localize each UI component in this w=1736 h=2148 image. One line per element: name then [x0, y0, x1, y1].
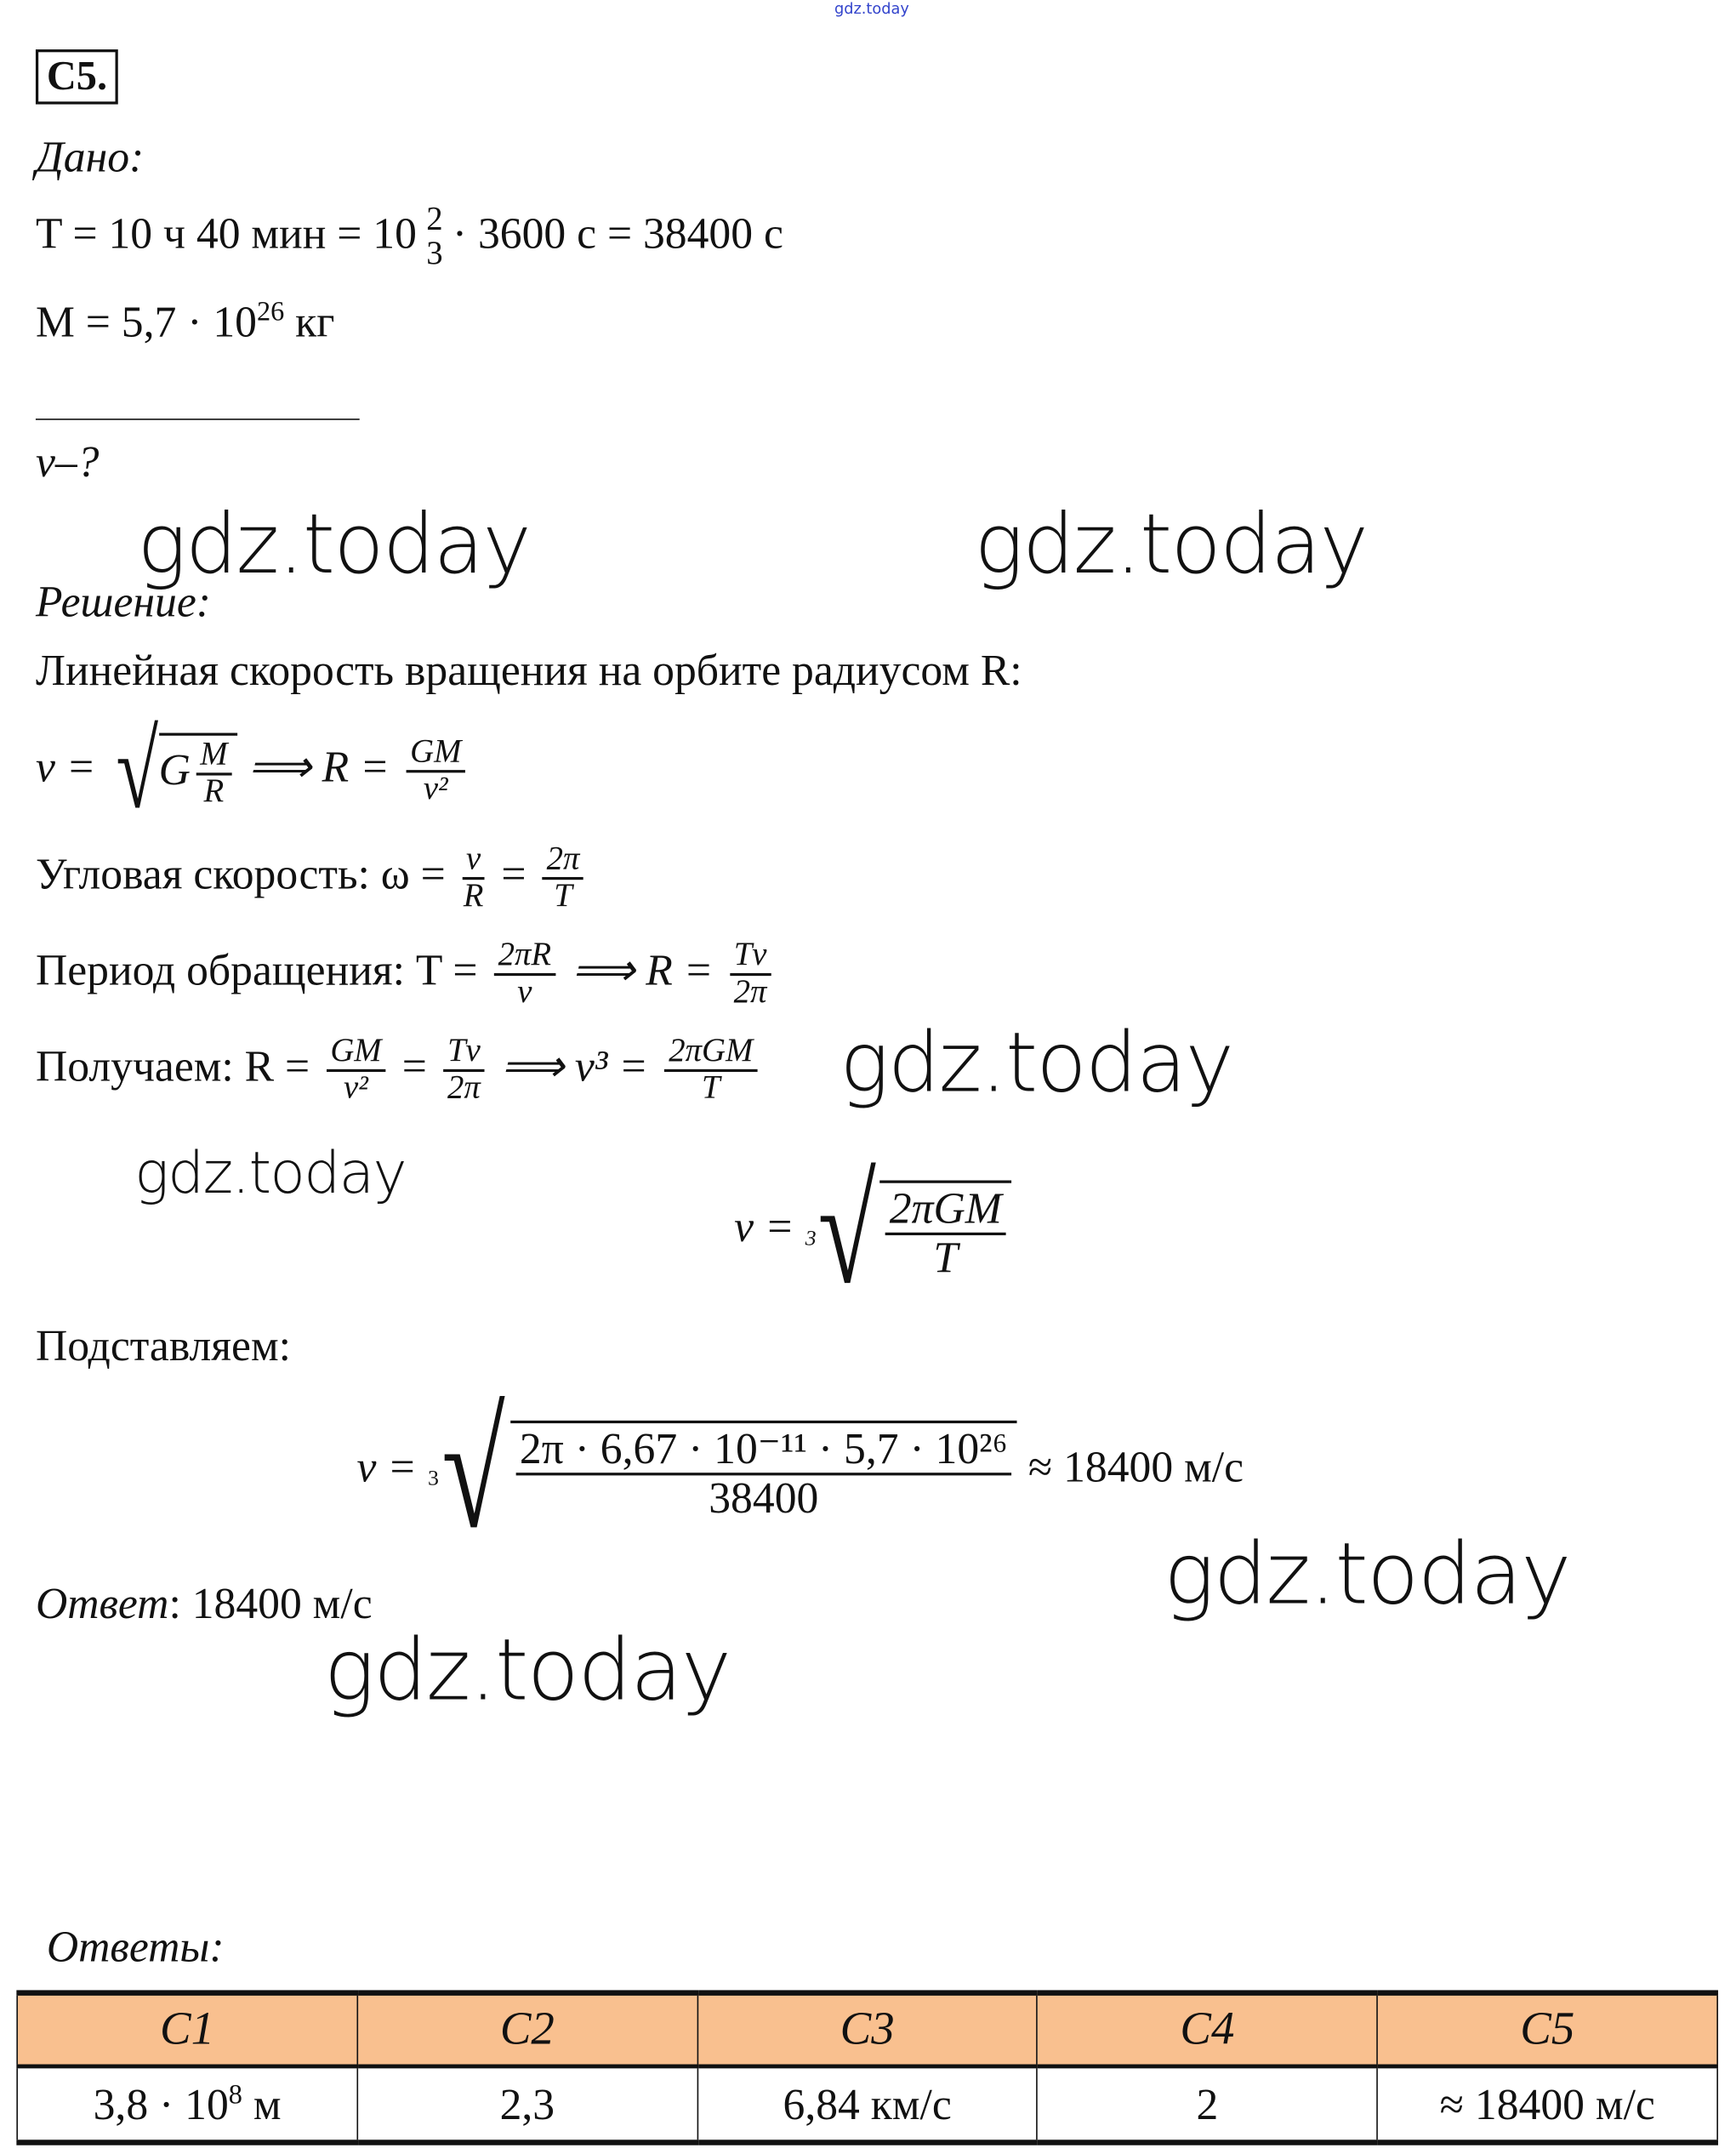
- watermark: gdz.today: [840, 1015, 1233, 1112]
- table-cell: 6,84 км/с: [697, 2066, 1038, 2143]
- numerator: 2: [426, 202, 443, 238]
- divider: [36, 419, 360, 420]
- lhs: v =: [734, 1201, 794, 1251]
- watermark: gdz.today: [137, 497, 531, 593]
- given-period: [36, 203, 783, 272]
- table-cell: 2: [1038, 2066, 1378, 2143]
- exponent: 8: [228, 2079, 242, 2110]
- implies: ⟹ R =: [572, 944, 714, 994]
- denominator: T: [554, 878, 572, 914]
- denominator: v: [517, 974, 532, 1011]
- numerator: 2π: [543, 843, 583, 880]
- equals: =: [501, 848, 526, 899]
- table-cell: [17, 2066, 357, 2143]
- numerator: Tv: [730, 939, 771, 977]
- answer-label: Ответ: [35, 1578, 169, 1628]
- denominator: v²: [344, 1070, 368, 1107]
- formula-4: [36, 1035, 763, 1108]
- table-header: C2: [357, 1993, 697, 2066]
- given-mass: [36, 296, 334, 347]
- watermark: gdz.today: [974, 497, 1368, 593]
- solution-title: Решение:: [35, 576, 211, 626]
- formula-1: [35, 710, 471, 832]
- denominator: R: [463, 878, 484, 914]
- given-period-text-2: · 3600 с = 38400 с: [452, 208, 783, 258]
- g: G: [158, 744, 191, 795]
- watermark: gdz.today: [1164, 1523, 1570, 1624]
- root-index: 3: [805, 1227, 817, 1251]
- denominator: R: [203, 773, 225, 810]
- table-cell: ≈ 18400 м/с: [1377, 2066, 1717, 2143]
- formula-5: v = 3 √ $\frac{\text{2πGM}}{T}$: [734, 1155, 1011, 1306]
- numerator: v: [462, 843, 485, 880]
- numerator: 2πGM: [664, 1035, 757, 1073]
- denominator: 2π: [447, 1070, 481, 1107]
- root-index: 3: [428, 1467, 439, 1491]
- table-header: C5: [1377, 1993, 1717, 2066]
- answer-value: : 18400 м/с: [168, 1578, 373, 1628]
- fraction: [422, 203, 447, 272]
- text: Угловая скорость: ω =: [35, 848, 446, 899]
- lhs: v =: [356, 1441, 418, 1491]
- table-cell: 2,3: [357, 2066, 697, 2143]
- numerator: GM: [326, 1035, 385, 1073]
- denominator: 38400: [709, 1473, 819, 1523]
- numerator: 2π · 6,67 · 10⁻¹¹ · 5,7 · 10²⁶: [515, 1427, 1011, 1475]
- header-watermark: gdz.today: [834, 0, 909, 18]
- table-header: C4: [1038, 1993, 1378, 2066]
- sqrt: √ G $\frac{M}{R}$: [107, 716, 237, 826]
- table-row: [17, 2066, 1717, 2143]
- cell-text: 3,8 · 10: [93, 2078, 229, 2128]
- solution-text-5: Подставляем:: [35, 1320, 291, 1370]
- denominator: T: [933, 1232, 959, 1282]
- numerator: 2πGM: [885, 1187, 1006, 1235]
- formula-6: v = 3 √ $\frac{\text{2π · 6,67 · 10⁻¹¹ · 5,7 · 10²⁶}}{38400}$ ≈ 18400 м/с: [356, 1379, 1244, 1563]
- table-header-row: [17, 1993, 1717, 2066]
- equals: =: [401, 1040, 427, 1091]
- implies: ⟹ v³ =: [500, 1040, 649, 1091]
- table-header: C1: [17, 1993, 357, 2066]
- denominator: v²: [423, 771, 448, 807]
- given-period-text: T = 10 ч 40 мин = 10: [35, 208, 417, 258]
- answers-table: [16, 1990, 1718, 2145]
- formula-2: [36, 843, 589, 915]
- watermark: gdz.today: [134, 1139, 407, 1207]
- problem-label: C5.: [36, 49, 118, 105]
- denominator: 2π: [733, 974, 767, 1011]
- lhs: v =: [35, 741, 96, 791]
- result: ≈ 18400 м/с: [1027, 1441, 1244, 1491]
- exponent: 26: [256, 297, 285, 328]
- implies: ⟹ R =: [248, 741, 390, 791]
- numerator: GM: [406, 735, 465, 772]
- table-header: C3: [697, 1993, 1038, 2066]
- answers-title: Ответы:: [46, 1921, 225, 1971]
- numerator: Tv: [443, 1035, 484, 1073]
- formula-3: [36, 939, 777, 1011]
- solution-text-1: Линейная скорость вращения на орбите радиусом R:: [35, 645, 1022, 695]
- watermark: gdz.today: [323, 1619, 731, 1720]
- unit: м: [242, 2078, 282, 2128]
- denominator: T: [701, 1070, 720, 1107]
- answer: [36, 1578, 373, 1629]
- given-mass-text: M = 5,7 · 10: [35, 296, 257, 346]
- denominator: 3: [426, 236, 443, 272]
- unit: кг: [284, 296, 335, 346]
- numerator: 2πR: [494, 939, 555, 977]
- text: Получаем: R =: [35, 1040, 310, 1091]
- given-title: Дано:: [35, 131, 145, 181]
- find: v–?: [35, 436, 100, 487]
- numerator: M: [196, 738, 231, 776]
- text: Период обращения: T =: [35, 944, 478, 994]
